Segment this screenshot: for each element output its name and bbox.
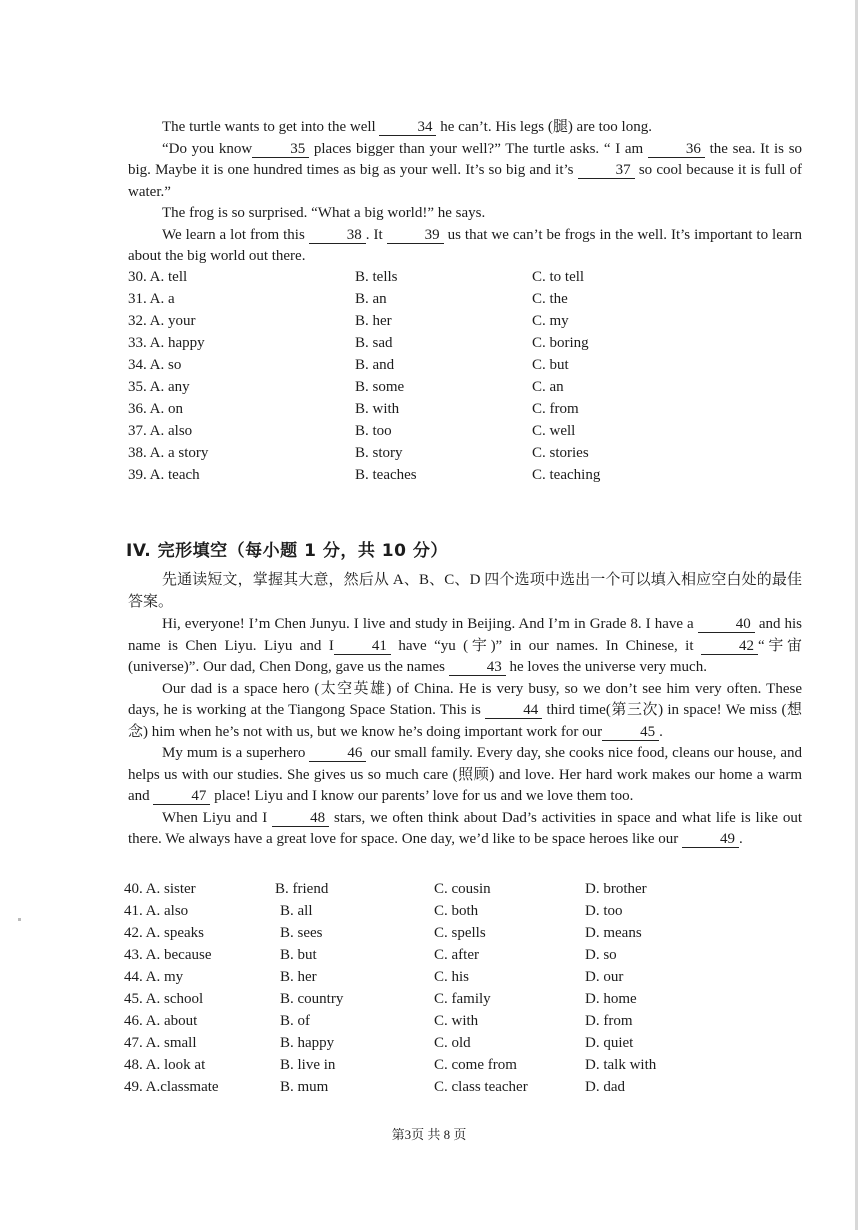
text: Our dad is a space hero (太空英雄) of China. He is very busy, so we don’t see him very often. These days, he is working at the Tiangong Space Station. This is xyxy=(128,680,802,718)
option-d: D. means xyxy=(585,925,642,941)
option-d: D. quiet xyxy=(585,1035,634,1051)
option-c: C. class teacher xyxy=(434,1079,528,1095)
option-b: B. friend xyxy=(275,881,329,897)
page-footer: 第3页 共 8 页 xyxy=(391,1127,467,1142)
option-row xyxy=(128,354,828,376)
option-c: C. come from xyxy=(434,1057,517,1073)
text: . It xyxy=(365,226,383,243)
passage2-para1 xyxy=(128,614,802,679)
blank-35: 35 xyxy=(252,141,309,158)
option-c: C. cousin xyxy=(434,881,491,897)
option-c: C. my xyxy=(532,313,569,329)
option-row xyxy=(128,376,828,398)
option-row xyxy=(128,464,828,486)
option-a: 47. A. small xyxy=(124,1035,197,1051)
option-d: D. home xyxy=(585,991,637,1007)
option-c: C. boring xyxy=(532,335,589,351)
option-b: B. but xyxy=(280,947,317,963)
text: . xyxy=(738,831,743,847)
option-b: B. tells xyxy=(355,269,398,285)
option-c: C. to tell xyxy=(532,269,585,285)
option-a: 46. A. about xyxy=(124,1013,198,1029)
option-c: C. the xyxy=(532,291,568,307)
option-b: B. country xyxy=(280,991,344,1007)
option-b: B. of xyxy=(280,1013,310,1029)
text: The turtle wants to get into the well xyxy=(162,119,376,135)
blank-45: 45 xyxy=(602,724,659,741)
option-d: D. from xyxy=(585,1013,633,1029)
text: places bigger than your well?” The turtle asks. “ I am xyxy=(313,140,644,157)
text: . xyxy=(659,723,663,740)
option-d: D. so xyxy=(585,947,617,963)
option-a: 48. A. look at xyxy=(124,1057,206,1073)
option-row xyxy=(124,1076,824,1098)
blank-37: 37 xyxy=(578,162,635,179)
option-row xyxy=(124,1054,824,1076)
blank-40: 40 xyxy=(698,616,755,633)
option-c: C. both xyxy=(434,903,479,919)
blank-43: 43 xyxy=(449,659,506,676)
text: he loves the universe very much. xyxy=(509,659,707,675)
option-b: B. teaches xyxy=(355,467,417,483)
passage1-line1 xyxy=(128,117,802,139)
option-b: B. mum xyxy=(280,1079,329,1095)
option-c: C. spells xyxy=(434,925,486,941)
section-instructions: 先通读短文，掌握其大意，然后从 A、B、C、D 四个选项中选出一个可以填入相应空白处的最佳答案。 xyxy=(128,572,802,610)
text: Hi, everyone! I’m Chen Junyu. I live and study in Beijing. And I’m in Grade 8. I have a xyxy=(162,616,694,632)
blank-36: 36 xyxy=(648,141,705,158)
text: so cool because it is full of water.” xyxy=(128,162,803,200)
option-b: B. live in xyxy=(280,1057,336,1073)
text: My mum is a superhero xyxy=(162,745,306,761)
option-b: B. some xyxy=(355,379,405,395)
option-row xyxy=(124,878,824,900)
option-a: 34. A. so xyxy=(128,357,182,373)
text: our small family. Every day, she cooks nice food, cleans our house, and helps us with our studies. She gives us so much care (照顾) and love. Her hard work makes our home a warm and xyxy=(128,745,803,804)
option-row xyxy=(124,900,824,922)
option-c: C. after xyxy=(434,947,479,963)
option-row xyxy=(124,1010,824,1032)
text: We learn a lot from this xyxy=(162,226,305,243)
passage1-text xyxy=(128,117,802,268)
blank-39: 39 xyxy=(387,227,444,244)
blank-42: 42 xyxy=(701,638,758,655)
passage1-para2 xyxy=(128,139,802,204)
option-c: C. but xyxy=(532,357,569,373)
blank-44: 44 xyxy=(485,702,542,719)
option-row xyxy=(124,922,824,944)
option-b: B. her xyxy=(355,313,392,329)
option-row xyxy=(128,310,828,332)
option-a: 30. A. tell xyxy=(128,269,188,285)
option-d: D. talk with xyxy=(585,1057,657,1073)
option-row xyxy=(128,442,828,464)
options-40-49 xyxy=(124,878,824,1098)
passage2-para3 xyxy=(128,743,802,808)
text: the sea. It is so big. Maybe it is one hundred times as big as your well. It’s so big and it’s xyxy=(128,140,803,178)
option-a: 38. A. a story xyxy=(128,445,209,461)
passage2-text xyxy=(128,614,802,851)
option-d: D. dad xyxy=(585,1079,625,1095)
blank-48: 48 xyxy=(272,810,329,827)
option-a: 35. A. any xyxy=(128,379,190,395)
option-a: 42. A. speaks xyxy=(124,925,204,941)
text: stars, we often think about Dad’s activities in space and what life is like out there. We always have a great love for space. One day, we’d like to be space heroes like our xyxy=(128,809,803,847)
option-b: B. and xyxy=(355,357,395,373)
option-d: D. too xyxy=(585,903,623,919)
option-row xyxy=(124,1032,824,1054)
text: When Liyu and I xyxy=(162,809,268,826)
text: “宇宙 (universe)”. Our dad, Chen Dong, gave us the names xyxy=(128,637,803,675)
blank-41: 41 xyxy=(334,638,391,655)
option-b: B. story xyxy=(355,445,403,461)
blank-47: 47 xyxy=(153,788,210,805)
option-a: 36. A. on xyxy=(128,401,184,417)
option-a: 44. A. my xyxy=(124,969,184,985)
section-title: IV. 完形填空（每小题 1 分，共 10 分） xyxy=(126,541,448,561)
passage1-para3: The frog is so surprised. “What a big world!” he says. xyxy=(162,205,486,221)
passage2-para2 xyxy=(128,679,802,744)
scan-speck xyxy=(18,918,21,921)
option-a: 33. A. happy xyxy=(128,335,205,351)
option-c: C. well xyxy=(532,423,576,439)
text: have “yu (宇)” in our names. In Chinese, it xyxy=(398,637,694,654)
option-a: 39. A. teach xyxy=(128,467,200,483)
option-row xyxy=(124,966,824,988)
option-b: B. happy xyxy=(280,1035,335,1051)
text: place! Liyu and I know our parents’ love for us and we love them too. xyxy=(214,788,634,804)
blank-34: 34 xyxy=(379,119,436,136)
option-b: B. too xyxy=(355,423,392,439)
blank-49: 49 xyxy=(682,831,739,848)
option-c: C. stories xyxy=(532,445,589,461)
option-a: 31. A. a xyxy=(128,291,175,307)
option-row xyxy=(124,988,824,1010)
blank-46: 46 xyxy=(309,745,366,762)
option-b: B. her xyxy=(280,969,317,985)
option-d: D. our xyxy=(585,969,624,985)
option-c: C. old xyxy=(434,1035,471,1051)
options-30-39 xyxy=(128,266,828,486)
option-a: 41. A. also xyxy=(124,903,189,919)
option-row xyxy=(128,266,828,288)
option-b: B. sad xyxy=(355,335,393,351)
text: us that we can’t be frogs in the well. It’s important to learn about the big world out there. xyxy=(128,226,803,264)
passage2-para4 xyxy=(128,808,802,851)
option-c: C. from xyxy=(532,401,579,417)
text: and his name is Chen Liyu. Liyu and I xyxy=(128,616,803,654)
option-b: B. sees xyxy=(280,925,323,941)
option-row xyxy=(128,420,828,442)
option-a: 49. A.classmate xyxy=(124,1079,219,1095)
option-b: B. an xyxy=(355,291,387,307)
option-row xyxy=(128,332,828,354)
option-a: 40. A. sister xyxy=(124,881,196,897)
option-row xyxy=(128,398,828,420)
option-a: 45. A. school xyxy=(124,991,204,1007)
option-a: 43. A. because xyxy=(124,947,212,963)
option-row xyxy=(124,944,824,966)
option-a: 37. A. also xyxy=(128,423,193,439)
option-b: B. all xyxy=(280,903,313,919)
option-c: C. family xyxy=(434,991,491,1007)
option-d: D. brother xyxy=(585,881,647,897)
option-c: C. with xyxy=(434,1013,479,1029)
text: “Do you know xyxy=(162,140,253,157)
option-a: 32. A. your xyxy=(128,313,196,329)
option-b: B. with xyxy=(355,401,400,417)
passage1-para4 xyxy=(128,225,802,268)
blank-38: 38 xyxy=(309,227,366,244)
text: third time(第三次) in space! We miss (想念) him when he’s not with us, but we know he’s doing important work for our xyxy=(128,702,803,740)
option-c: C. teaching xyxy=(532,467,601,483)
option-row xyxy=(128,288,828,310)
text: he can’t. His legs (腿) are too long. xyxy=(440,119,652,135)
option-c: C. an xyxy=(532,379,564,395)
option-c: C. his xyxy=(434,969,470,985)
